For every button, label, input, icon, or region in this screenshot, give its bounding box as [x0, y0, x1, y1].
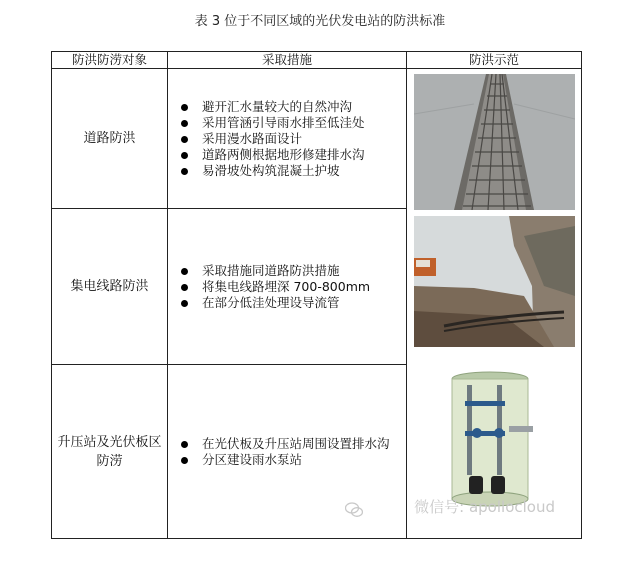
row-object: 集电线路防洪	[52, 209, 168, 365]
measure-item: 在部分低洼处理设导流管	[178, 295, 402, 311]
measure-list	[168, 263, 406, 311]
measure-list	[168, 436, 406, 468]
measure-item: 道路两侧根据地形修建排水沟	[178, 147, 402, 163]
header-example: 防洪示范	[407, 52, 582, 69]
measure-item: 易滑坡处构筑混凝土护坡	[178, 163, 402, 179]
row-object: 升压站及光伏板区防涝	[52, 365, 168, 539]
measure-item: 采用漫水路面设计	[178, 131, 402, 147]
row-object: 道路防洪	[52, 69, 168, 209]
row-measures	[168, 69, 407, 209]
table-header-row	[52, 52, 582, 69]
example-photos-cell	[407, 69, 582, 539]
table-row	[52, 69, 582, 209]
row-measures	[168, 365, 407, 539]
drainage-grate-photo	[414, 74, 575, 210]
measure-item: 在光伏板及升压站周围设置排水沟	[178, 436, 402, 452]
measure-item: 分区建设雨水泵站	[178, 452, 402, 468]
header-object: 防洪防涝对象	[52, 52, 168, 69]
measure-item: 采取措施同道路防洪措施	[178, 263, 402, 279]
wechat-watermark: 微信号: apollocloud	[414, 498, 555, 516]
table-caption: 表 3 位于不同区域的光伏发电站的防洪标准	[194, 14, 446, 29]
rainwater-pump-station-image	[447, 371, 533, 507]
cable-trench-photo	[414, 216, 575, 347]
measure-item: 采用管涵引导雨水排至低洼处	[178, 115, 402, 131]
row-measures	[168, 209, 407, 365]
measure-list	[168, 99, 406, 179]
flood-standards-table	[51, 51, 582, 539]
wechat-icon	[345, 502, 363, 518]
measure-item: 将集电线路埋深 700-800mm	[178, 279, 402, 295]
measure-item: 避开汇水量较大的自然冲沟	[178, 99, 402, 115]
header-measures: 采取措施	[168, 52, 407, 69]
